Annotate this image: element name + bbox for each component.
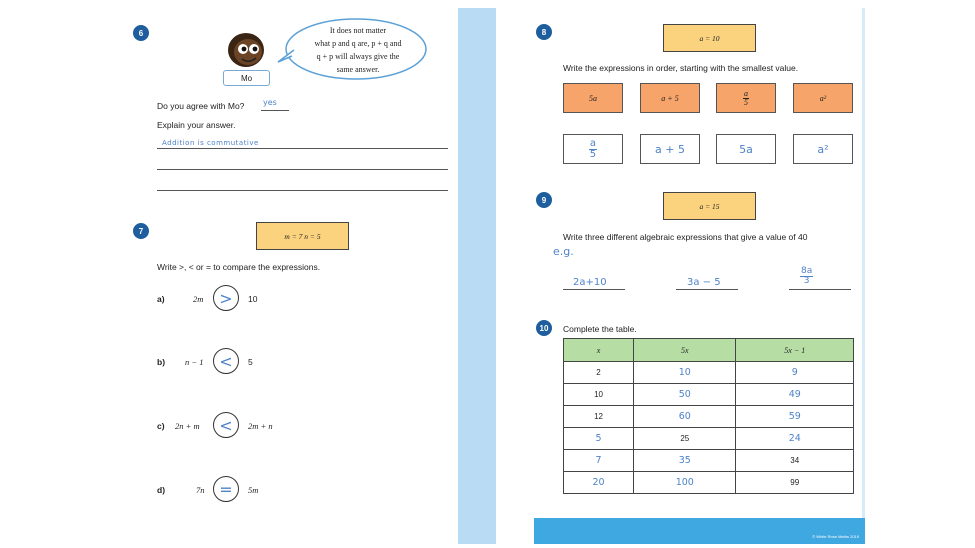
question-number-9: 9 <box>536 192 552 208</box>
expr-right: 2m + n <box>248 421 273 431</box>
question-number-7: 7 <box>133 223 149 239</box>
question-number-10: 10 <box>536 320 552 336</box>
table-cell: 10 <box>564 384 634 406</box>
q10-instruction: Complete the table. <box>563 324 637 334</box>
table-row <box>564 384 854 406</box>
table-row <box>564 362 854 384</box>
column-header: 5x <box>634 339 736 362</box>
q8-given-box: a = 10 <box>663 24 756 52</box>
left-page <box>124 8 458 544</box>
question-number-6: 6 <box>133 25 149 41</box>
speech-text <box>290 24 426 76</box>
table-cell-answer: 35 <box>634 450 736 472</box>
expr-left: 7n <box>196 485 205 495</box>
table-cell-answer: 50 <box>634 384 736 406</box>
q6-question: Do you agree with Mo? <box>157 101 245 111</box>
answer-card: a + 5 <box>640 134 700 164</box>
page-edge <box>862 8 865 544</box>
answer-line <box>563 289 625 290</box>
q7-given-box: m = 7 n = 5 <box>256 222 349 250</box>
copyright-text: © White Rose Maths 2019 <box>812 534 859 539</box>
fraction <box>743 90 749 107</box>
character-name: Mo <box>240 73 253 83</box>
question-number-8: 8 <box>536 24 552 40</box>
page-gutter <box>458 8 496 544</box>
table-cell: 2 <box>564 362 634 384</box>
compare-circle: > <box>213 285 239 311</box>
compare-circle: = <box>213 476 239 502</box>
answer-card-fraction <box>563 134 623 164</box>
column-header: x <box>564 339 634 362</box>
speech-line: same answer. <box>336 65 380 74</box>
table-cell: 12 <box>564 406 634 428</box>
denominator: 5 <box>744 97 748 107</box>
q6-prompt: Explain your answer. <box>157 120 236 130</box>
expr-left: 2n + m <box>175 421 200 431</box>
fraction <box>589 139 597 160</box>
expression-card: a + 5 <box>640 83 700 113</box>
table-row <box>564 406 854 428</box>
table-cell-answer: 10 <box>634 362 736 384</box>
q6-answer-explain: Addition is commutative <box>162 139 259 147</box>
answer-line <box>789 289 851 290</box>
answer-card: a² <box>793 134 853 164</box>
expression-card-fraction <box>716 83 776 113</box>
table-cell: 99 <box>736 472 854 494</box>
numerator: 8a <box>801 266 813 276</box>
speech-line: It does not matter <box>329 26 387 35</box>
expr-right: 5 <box>248 357 253 367</box>
q6-answer-agree: yes <box>263 98 277 107</box>
fraction <box>800 267 813 286</box>
compare-circle: < <box>213 412 239 438</box>
q9-given-box: a = 15 <box>663 192 756 220</box>
table-cell-answer: 5 <box>564 428 634 450</box>
speech-line: q + p will always give the <box>316 52 400 61</box>
table-cell: 34 <box>736 450 854 472</box>
item-label: b) <box>157 357 166 367</box>
table-cell-answer: 20 <box>564 472 634 494</box>
answer-line <box>261 110 289 111</box>
q9-answer-fraction <box>800 266 813 286</box>
answer-line <box>157 169 448 170</box>
numerator: a <box>744 88 748 98</box>
table-header-row <box>564 339 854 362</box>
expr-left: 2m <box>193 294 204 304</box>
answer-line <box>676 289 738 290</box>
table-row <box>564 428 854 450</box>
table-row <box>564 450 854 472</box>
answer-line <box>157 148 448 149</box>
footer-bar <box>534 518 865 544</box>
item-label: d) <box>157 485 166 495</box>
expression-card: 5a <box>563 83 623 113</box>
compare-circle: < <box>213 348 239 374</box>
table-cell-answer: 49 <box>736 384 854 406</box>
q9-instruction: Write three different algebraic expressions that give a value of 40 <box>563 232 808 242</box>
table-cell-answer: 100 <box>634 472 736 494</box>
complete-table <box>563 338 854 494</box>
speech-line: what p and q are, p + q and <box>314 39 402 48</box>
item-label: a) <box>157 294 165 304</box>
mo-character-icon <box>220 30 272 70</box>
table-cell-answer: 7 <box>564 450 634 472</box>
q9-answer: 3a − 5 <box>687 277 721 288</box>
table-cell-answer: 24 <box>736 428 854 450</box>
table-cell-answer: 59 <box>736 406 854 428</box>
column-header: 5x − 1 <box>736 339 854 362</box>
expression-card: a² <box>793 83 853 113</box>
denominator: 5 <box>589 148 597 160</box>
q9-eg: e.g. <box>553 245 574 258</box>
q7-instruction: Write >, < or = to compare the expressions. <box>157 262 321 272</box>
expr-left: n − 1 <box>185 357 204 367</box>
item-label: c) <box>157 421 165 431</box>
table-cell-answer: 9 <box>736 362 854 384</box>
answer-line <box>157 190 448 191</box>
table-row <box>564 472 854 494</box>
expr-right: 10 <box>248 294 258 304</box>
table-cell-answer: 60 <box>634 406 736 428</box>
denominator: 3 <box>803 276 810 286</box>
numerator: a <box>589 137 597 149</box>
character-name-tag <box>223 70 270 86</box>
q8-instruction: Write the expressions in order, starting with the smallest value. <box>563 63 799 73</box>
q9-answer: 2a+10 <box>573 277 607 288</box>
expr-right: 5m <box>248 485 259 495</box>
table-cell: 25 <box>634 428 736 450</box>
answer-card: 5a <box>716 134 776 164</box>
